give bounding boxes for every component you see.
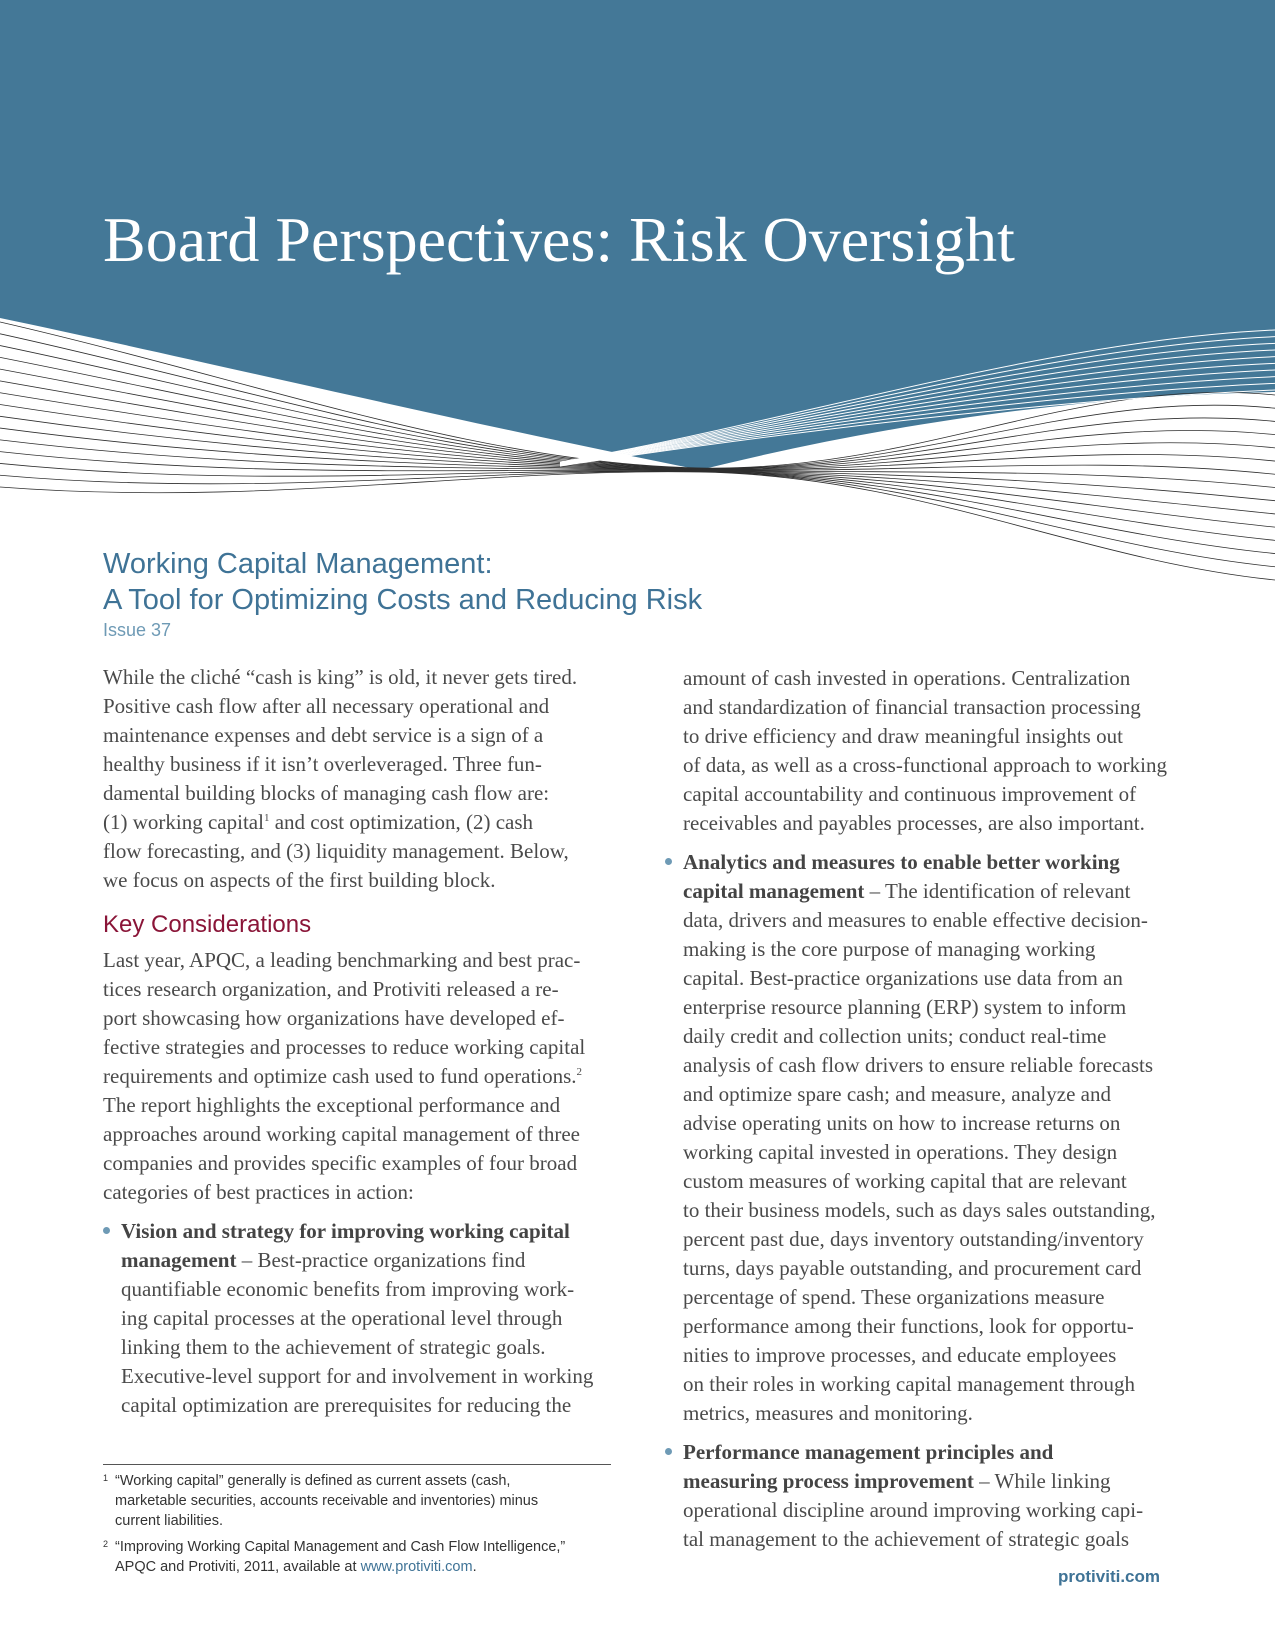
text-line: operational discipline around improving working capi- [683, 1498, 1144, 1522]
footnote-number: 2 [103, 1539, 109, 1549]
footnote-line: current liabilities. [115, 1513, 223, 1529]
footnote-line: “Working capital” generally is defined as current assets (cash, [115, 1473, 511, 1489]
text-line: The report highlights the exceptional performance and [103, 1093, 561, 1117]
text-line: advise operating units on how to increase returns on [683, 1111, 1121, 1135]
text-line: amount of cash invested in operations. Centralization [683, 666, 1131, 690]
text-line: and optimize spare cash; and measure, analyze and [683, 1082, 1111, 1106]
text-line: percent past due, days inventory outstanding/inventory [683, 1227, 1144, 1251]
text-line: receivables and payables processes, are also important. [683, 811, 1145, 835]
bullet-dot-icon [665, 858, 672, 865]
text-line: approaches around working capital management of three [103, 1122, 580, 1146]
footnote-ref-1[interactable]: 1 [263, 812, 270, 824]
text-line: to their business models, such as days sales outstanding, [683, 1198, 1156, 1222]
footnote-line: “Improving Working Capital Management and Cash Flow Intelligence,” [115, 1539, 566, 1555]
text-segment: . [472, 1559, 477, 1575]
text-line [683, 1467, 1170, 1496]
text-line: companies and provides specific examples of four broad [103, 1151, 578, 1175]
article-title [103, 546, 803, 618]
bullet-vision-strategy [103, 1217, 608, 1420]
text-line: performance among their functions, look for opportu- [683, 1314, 1134, 1338]
text-line: nities to improve processes, and educate employees [683, 1343, 1117, 1367]
footer-site-url[interactable]: protiviti.com [1058, 1567, 1161, 1586]
protiviti-link[interactable]: www.protiviti.com [360, 1559, 473, 1575]
bullet-heading: Vision and strategy for improving working capital [121, 1219, 570, 1243]
text-line: damental building blocks of managing cash flow are: [103, 781, 550, 805]
text-line: ing capital processes at the operational level through [121, 1306, 563, 1330]
text-line: analysis of cash flow drivers to ensure reliable forecasts [683, 1053, 1153, 1077]
text-line: While the cliché “cash is king” is old, it never gets tired. [103, 665, 578, 689]
text-line: making is the core purpose of managing working [683, 937, 1096, 961]
text-line [103, 1062, 608, 1091]
text-segment: requirements and optimize cash used to fund operations. [103, 1064, 577, 1088]
footnote-ref-2[interactable]: 2 [576, 1066, 583, 1078]
text-line: capital accountability and continuous improvement of [683, 782, 1137, 806]
footnote-number: 1 [103, 1473, 109, 1483]
footnote-line: marketable securities, accounts receivable and inventories) minus [115, 1493, 539, 1509]
text-line: turns, days payable outstanding, and procurement card [683, 1256, 1142, 1280]
page-title: Board Perspectives: Risk Oversight [103, 204, 1015, 275]
footnote-line [115, 1557, 611, 1577]
text-line: metrics, measures and monitoring. [683, 1401, 973, 1425]
bullet-continuation [665, 664, 1170, 838]
bullet-analytics-measures [665, 848, 1170, 1428]
text-line: enterprise resource planning (ERP) system to inform [683, 995, 1127, 1019]
issue-number: Issue 37 [103, 620, 172, 640]
text-line: capital optimization are prerequisites for reducing the [121, 1393, 572, 1417]
bullet-heading: measuring process improvement [683, 1469, 974, 1493]
text-line: capital. Best-practice organizations use data from an [683, 966, 1123, 990]
article-title-line-2: A Tool for Optimizing Costs and Reducing Risk [103, 584, 703, 616]
text-line: custom measures of working capital that are relevant [683, 1169, 1127, 1193]
bullet-heading: management [121, 1248, 237, 1272]
text-line: working capital invested in operations. They design [683, 1140, 1118, 1164]
text-line: quantifiable economic benefits from improving work- [121, 1277, 575, 1301]
footnotes [103, 1464, 611, 1577]
text-line: to drive efficiency and draw meaningful insights out [683, 724, 1123, 748]
text-segment: and cost optimization, (2) cash [269, 810, 534, 834]
text-line: categories of best practices in action: [103, 1180, 414, 1204]
bullet-heading: Performance management principles and [683, 1440, 1054, 1464]
text-line: Executive-level support for and involvement in working [121, 1364, 594, 1388]
text-line [121, 1246, 608, 1275]
text-line: Positive cash flow after all necessary operational and [103, 694, 550, 718]
bullet-heading: capital management [683, 879, 865, 903]
key-considerations-paragraph [103, 946, 608, 1207]
article-title-line-1: Working Capital Management: [103, 548, 493, 580]
section-heading: Key Considerations [103, 911, 312, 938]
footnote-2 [103, 1537, 611, 1577]
text-line [103, 808, 608, 837]
right-column [665, 664, 1170, 1554]
text-line: of data, as well as a cross-functional approach to working [683, 753, 1168, 777]
text-line: linking them to the achievement of strategic goals. [121, 1335, 546, 1359]
text-segment: (1) working capital [103, 810, 264, 834]
bullet-dot-icon [103, 1227, 110, 1234]
text-line: fective strategies and processes to reduce working capital [103, 1035, 586, 1059]
intro-paragraph [103, 663, 608, 895]
footnote-1 [103, 1471, 611, 1531]
text-line: percentage of spend. These organizations measure [683, 1285, 1105, 1309]
text-line [683, 848, 1170, 877]
wave-line [0, 463, 1275, 553]
bullet-heading: Analytics and measures to enable better working [683, 850, 1120, 874]
text-line: healthy business if it isn’t overleveraged. Three fun- [103, 752, 542, 776]
text-segment: – The identification of relevant [864, 879, 1131, 903]
text-line [683, 1438, 1170, 1467]
text-line: daily credit and collection units; conduct real-time [683, 1024, 1107, 1048]
text-line: on their roles in working capital management through [683, 1372, 1135, 1396]
left-column [103, 663, 608, 1420]
header-banner [0, 0, 1275, 620]
text-line: tices research organization, and Protiviti released a re- [103, 977, 559, 1001]
text-segment: – While linking [973, 1469, 1111, 1493]
text-segment: APQC and Protiviti, 2011, available at [115, 1559, 361, 1575]
text-line: data, drivers and measures to enable effective decision- [683, 908, 1148, 932]
bullet-performance-management [665, 1438, 1170, 1554]
text-line: tal management to the achievement of strategic goals [683, 1527, 1130, 1551]
text-line: flow forecasting, and (3) liquidity management. Below, [103, 839, 569, 863]
text-line: maintenance expenses and debt service is a sign of a [103, 723, 544, 747]
bullet-dot-icon [665, 1448, 672, 1455]
text-line: and standardization of financial transaction processing [683, 695, 1141, 719]
text-line: port showcasing how organizations have developed ef- [103, 1006, 565, 1030]
text-line [683, 877, 1170, 906]
text-segment: – Best-practice organizations find [236, 1248, 526, 1272]
text-line [121, 1217, 608, 1246]
text-line: we focus on aspects of the first building block. [103, 868, 496, 892]
text-line: Last year, APQC, a leading benchmarking and best prac- [103, 948, 581, 972]
